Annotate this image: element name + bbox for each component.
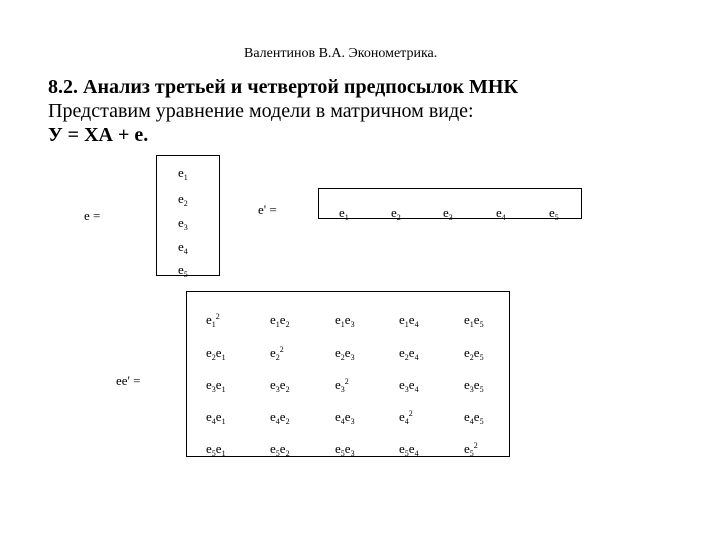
cell-index: 4: [414, 385, 419, 394]
cell-factor: e: [408, 441, 415, 456]
cell-index: 4: [340, 417, 345, 426]
cell-factor: e: [335, 312, 341, 327]
cell-factor: e: [344, 345, 351, 360]
matrix-cell: [270, 345, 284, 361]
entry-index: 4: [501, 213, 506, 222]
cell-index: 1: [221, 385, 226, 394]
cell-index: 1: [469, 320, 474, 329]
cell-factor: e: [335, 345, 341, 360]
entry-base: e: [178, 215, 184, 230]
matrix-cell: [399, 409, 413, 425]
document-header: Валентинов В.А. Эконометрика.: [244, 46, 438, 61]
cell-index: 5: [479, 353, 484, 362]
cell-index: 1: [211, 320, 216, 329]
cell-index: 5: [469, 449, 474, 458]
cell-index: 4: [469, 417, 474, 426]
cell-index: 2: [211, 353, 216, 362]
cell-power: 2: [215, 312, 220, 321]
matrix-cell: [206, 312, 220, 328]
cell-index: 2: [285, 385, 290, 394]
cell-index: 1: [221, 449, 226, 458]
cell-factor: e: [464, 441, 470, 456]
cell-index: 1: [340, 320, 345, 329]
cell-factor: e: [399, 441, 405, 456]
cell-factor: e: [206, 409, 212, 424]
cell-index: 3: [404, 385, 409, 394]
cell-index: 2: [275, 353, 280, 362]
column-vector-entry: [178, 262, 188, 278]
cell-index: 4: [275, 417, 280, 426]
cell-factor: e: [408, 345, 415, 360]
cell-index: 3: [350, 449, 355, 458]
cell-factor: e: [279, 441, 286, 456]
cell-index: 3: [350, 353, 355, 362]
column-vector-label: е =: [84, 208, 101, 223]
cell-index: 3: [350, 320, 355, 329]
cell-factor: e: [335, 377, 341, 392]
row-vector-entry: [391, 205, 401, 221]
cell-factor: e: [464, 312, 470, 327]
cell-factor: e: [344, 441, 351, 456]
cell-index: 1: [221, 417, 226, 426]
row-vector-entry: [549, 205, 559, 221]
cell-factor: e: [473, 345, 480, 360]
cell-power: 2: [473, 441, 478, 450]
matrix-cell: [270, 409, 290, 425]
cell-factor: e: [215, 441, 222, 456]
row-vector-entry: [443, 205, 453, 221]
cell-factor: e: [215, 377, 222, 392]
cell-index: 2: [404, 353, 409, 362]
cell-factor: e: [206, 345, 212, 360]
cell-factor: e: [464, 345, 470, 360]
cell-factor: e: [270, 312, 276, 327]
cell-index: 2: [285, 320, 290, 329]
cell-index: 5: [479, 385, 484, 394]
cell-factor: e: [344, 409, 351, 424]
cell-factor: e: [408, 312, 415, 327]
section-title: 8.2. Анализ третьей и четвертой предпосылок МНК: [48, 76, 518, 98]
column-vector-entry: [178, 239, 188, 255]
matrix-cell: [335, 345, 355, 361]
cell-factor: e: [464, 377, 470, 392]
cell-index: 4: [404, 417, 409, 426]
cell-factor: e: [270, 377, 276, 392]
cell-factor: e: [399, 345, 405, 360]
matrix-cell: [399, 441, 419, 457]
entry-index: 2: [183, 199, 188, 208]
matrix-cell: [206, 441, 226, 457]
cell-index: 5: [275, 449, 280, 458]
matrix-label: ee' =: [116, 373, 141, 388]
cell-factor: e: [335, 409, 341, 424]
entry-base: e: [178, 262, 184, 277]
cell-factor: e: [206, 312, 212, 327]
entry-index: 4: [183, 247, 188, 256]
cell-index: 5: [340, 449, 345, 458]
entry-index: 3: [183, 223, 188, 232]
entry-base: e: [443, 205, 449, 220]
cell-index: 2: [285, 449, 290, 458]
cell-factor: e: [335, 441, 341, 456]
matrix-cell: [335, 441, 355, 457]
entry-base: e: [496, 205, 502, 220]
cell-factor: e: [473, 377, 480, 392]
cell-index: 5: [404, 449, 409, 458]
cell-index: 3: [350, 417, 355, 426]
cell-index: 1: [221, 353, 226, 362]
cell-factor: e: [215, 345, 222, 360]
matrix-cell: [399, 345, 419, 361]
entry-base: e: [178, 191, 184, 206]
row-vector-entry: [496, 205, 506, 221]
cell-index: 4: [414, 449, 419, 458]
matrix-cell: [464, 441, 478, 457]
entry-index: 1: [344, 213, 349, 222]
cell-index: 1: [404, 320, 409, 329]
cell-power: 2: [344, 377, 349, 386]
matrix-cell: [206, 409, 226, 425]
matrix-cell: [335, 409, 355, 425]
model-equation: У = ХА + е.: [48, 124, 149, 146]
matrix-cell: [399, 312, 419, 328]
cell-factor: e: [464, 409, 470, 424]
cell-factor: e: [270, 409, 276, 424]
cell-index: 4: [414, 320, 419, 329]
matrix-cell: [464, 377, 484, 393]
matrix-cell: [464, 409, 484, 425]
cell-index: 1: [275, 320, 280, 329]
matrix-cell: [206, 345, 226, 361]
entry-index: 1: [183, 173, 188, 182]
cell-index: 5: [211, 449, 216, 458]
matrix-cell: [270, 377, 290, 393]
matrix-cell: [464, 312, 484, 328]
cell-factor: e: [344, 312, 351, 327]
entry-index: 3: [448, 213, 453, 222]
entry-base: e: [549, 205, 555, 220]
cell-factor: e: [408, 377, 415, 392]
cell-factor: e: [399, 409, 405, 424]
cell-factor: e: [399, 312, 405, 327]
cell-index: 5: [479, 417, 484, 426]
cell-index: 2: [285, 417, 290, 426]
column-vector-entry: [178, 191, 188, 207]
cell-factor: e: [473, 312, 480, 327]
entry-index: 5: [554, 213, 559, 222]
cell-index: 3: [211, 385, 216, 394]
matrix-cell: [335, 377, 349, 393]
cell-index: 3: [275, 385, 280, 394]
matrix-cell: [464, 345, 484, 361]
cell-factor: e: [279, 377, 286, 392]
entry-index: 2: [396, 213, 401, 222]
cell-factor: e: [215, 409, 222, 424]
cell-index: 2: [340, 353, 345, 362]
matrix-cell: [270, 312, 290, 328]
cell-factor: e: [399, 377, 405, 392]
cell-index: 2: [469, 353, 474, 362]
cell-index: 4: [414, 353, 419, 362]
cell-factor: e: [473, 409, 480, 424]
entry-base: e: [391, 205, 397, 220]
cell-factor: e: [270, 441, 276, 456]
cell-index: 5: [479, 320, 484, 329]
cell-power: 2: [408, 409, 413, 418]
entry-base: e: [178, 165, 184, 180]
row-vector-entry: [339, 205, 349, 221]
cell-factor: e: [279, 409, 286, 424]
cell-factor: e: [270, 345, 276, 360]
matrix-cell: [399, 377, 419, 393]
cell-factor: e: [279, 312, 286, 327]
column-vector-entry: [178, 215, 188, 231]
matrix-cell: [270, 441, 290, 457]
intro-text: Представим уравнение модели в матричном виде:: [48, 100, 474, 122]
cell-factor: e: [206, 441, 212, 456]
row-vector-label: e' =: [258, 202, 277, 217]
cell-index: 3: [469, 385, 474, 394]
cell-index: 3: [340, 385, 345, 394]
cell-index: 4: [211, 417, 216, 426]
entry-index: 5: [183, 270, 188, 279]
column-vector-box: [156, 155, 220, 276]
column-vector-entry: [178, 165, 188, 181]
cell-power: 2: [279, 345, 284, 354]
matrix-cell: [206, 377, 226, 393]
entry-base: e: [339, 205, 345, 220]
entry-base: e: [178, 239, 184, 254]
matrix-cell: [335, 312, 355, 328]
cell-factor: e: [206, 377, 212, 392]
